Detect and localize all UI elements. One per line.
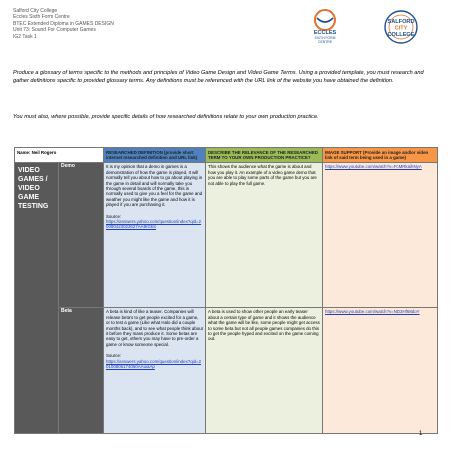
eccles-logo bbox=[303, 8, 347, 44]
salford-logo-line2: CITY bbox=[394, 25, 408, 32]
source-link[interactable]: https://answers.yahoo.com/question/index?qid=20100805174050AAuiaAp bbox=[106, 358, 202, 369]
salford-logo-line3: COLLEGE bbox=[387, 32, 415, 38]
eccles-logo-line3: CENTRE bbox=[318, 40, 332, 44]
student-name: Name: Neil Rogero bbox=[15, 148, 104, 163]
header-image-support: IMAGE SUPPORT (Provide an image and/or video link of said term being used in a game) bbox=[323, 148, 438, 163]
salford-logo-line1: SALFORD bbox=[387, 19, 415, 25]
header-researched-definition: RESEARCHED DEFINITION (provide short internet researched definition and URL link) bbox=[104, 148, 206, 163]
video-link[interactable]: https://www.youtube.com/watch?v=FcMRkaihNyA bbox=[325, 164, 422, 170]
table-row bbox=[15, 162, 438, 307]
term-label: Beta bbox=[59, 307, 104, 433]
eccles-logo-line1: ECCLES bbox=[313, 30, 337, 36]
document-header bbox=[13, 8, 114, 40]
task-instructions: Produce a glossary of terms specific to the methods and principles of Video Game Design and Video Game Terms. Using a provided template, you must research and gather definitions specific to provided glossary terms. Any definitions must be referenced with the URL link of the website you have obtained the definition. bbox=[13, 70, 424, 84]
definition-cell bbox=[104, 307, 206, 433]
header-line: Unit 73: Sound For Computer Games bbox=[13, 27, 96, 34]
image-support-cell bbox=[323, 307, 438, 433]
header-line: BTEC Extended Diploma in GAMES DESIGN bbox=[13, 20, 114, 27]
eccles-logo-line2: SIXTH FORM bbox=[314, 36, 336, 40]
relevance-cell: A beta is used to show other people an early teaser about a certain type of game and it shows the audience what the game will be like, some people might get access to some beta but not all people games companies do this to get the people hyped and excited on the game coming out. bbox=[206, 307, 323, 433]
header-line: IG2 Task 1 bbox=[13, 33, 37, 40]
term-label: Demo bbox=[59, 162, 104, 307]
relevance-cell: This shows the audience what the game is about and how you play it. An example of a video game demo that you are able to play some parts of the game but you are not able to play the full game. bbox=[206, 162, 323, 307]
source-label: Source: bbox=[106, 353, 122, 359]
salford-logo bbox=[366, 10, 436, 44]
definition-cell bbox=[104, 162, 206, 307]
image-support-cell bbox=[323, 162, 438, 307]
source-link[interactable]: https://answers.yahoo.com/question/index?qid=20090423022627AA9rGkS bbox=[106, 218, 202, 230]
definition-text: It is my opinion that a demo in games is a demonstration of how the game is played. It will normally tell you about how to go about playing in the game in detail and will normally take you through several boards of the game, this is normally used to give you a feel for the game and weather you might like the game and how it is played if you are purchasing it. bbox=[106, 164, 203, 208]
header-relevance: DESCRIBE THE RELEVANCE OF THE RESEARCHED TERM TO YOUR OWN PRODUCTION PRACTICE? bbox=[206, 148, 323, 163]
header-line: Eccles Sixth Form Centre bbox=[13, 14, 70, 21]
section-title: VIDEO GAMES / VIDEO GAME TESTING bbox=[15, 162, 59, 433]
table-header-row bbox=[15, 148, 438, 163]
table-row bbox=[15, 307, 438, 433]
task-instructions-practice: You must also, where possible, provide specific details of how researched definitions relate to your own production practice. bbox=[13, 114, 319, 120]
header-line: Salford City College bbox=[13, 8, 58, 14]
definition-text: A beta is kind of like a teaser. Companies will release beta's to get people excited for a game, or to test a game (Like what Halo did a couple months back), and to see what people think about it before they mass produce it. Some betas are easy to get, others you may have to pre-order a game or know someone special. bbox=[106, 309, 203, 347]
source-label: Source: bbox=[106, 213, 122, 219]
video-link[interactable]: https://www.youtube.com/watch?v=ND3Hf68doY bbox=[325, 309, 420, 315]
glossary-table bbox=[14, 147, 438, 434]
page-number: 1 bbox=[419, 431, 423, 437]
